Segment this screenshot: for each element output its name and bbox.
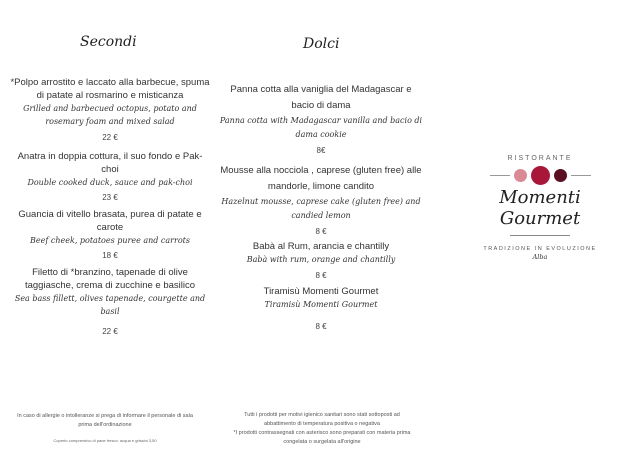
divider — [510, 235, 570, 236]
item-price: 8 € — [315, 271, 327, 280]
divider — [571, 175, 591, 176]
item-price: 8 € — [315, 227, 327, 236]
item-italian: Mousse alla nocciola , caprese (gluten free) alle mandorle, limone candito — [220, 165, 422, 192]
item-price: 22 € — [102, 327, 118, 336]
item-italian: Babà al Rum, arancia e chantilly — [252, 241, 390, 252]
item-english: Sea bass fillett, olives tapenade, courgette and basil — [14, 294, 206, 316]
item-italian: *Polpo arrostito e laccato alla barbecue, spuma di patate al rosmarino e misticanza — [10, 77, 210, 101]
item-english: Babà with rum, orange and chantilly — [246, 255, 396, 264]
logo-emblem — [462, 166, 618, 185]
item-english: Grilled and barbecued octopus, potato and rosemary foam and mixed salad — [23, 104, 197, 126]
secondi-title: Secondi — [80, 34, 137, 50]
dolci-list — [218, 82, 424, 333]
menu-item — [218, 285, 424, 333]
item-italian: Anatra in doppia cottura, il suo fondo e Pak-choi — [17, 151, 203, 175]
item-price: 22 € — [102, 133, 118, 142]
item-english: Panna cotta with Madagascar vanilla and bacio di dama cookie — [219, 116, 423, 139]
item-english: Double cooked duck, sauce and pak-choi — [27, 178, 193, 187]
logo-ristorante: RISTORANTE — [507, 155, 573, 162]
menu-item — [10, 208, 210, 262]
dolci-title: Dolci — [303, 36, 340, 52]
allergy-note: In caso di allergie o intolleranze si prega di informare il personale di sala prima dell'ordinazione — [17, 413, 193, 428]
item-price: 8 € — [315, 322, 327, 331]
secondi-list — [10, 76, 210, 338]
cover-charge-note: Coperto comprensivo di pane fresco, acqua e grissini 3,50 — [53, 438, 157, 443]
dessert-icon — [554, 169, 567, 182]
frozen-note: *I prodotti contrassegnati con asterisco sono preparati con materia prima congelata o surgelata all'origine — [233, 430, 411, 445]
item-price: 8€ — [316, 146, 326, 155]
logo-tagline: TRADIZIONE IN EVOLUZIONE — [483, 246, 597, 252]
item-english: Beef cheek, potatoes puree and carrots — [30, 236, 190, 245]
divider — [490, 175, 510, 176]
menu-item — [218, 82, 424, 157]
item-price: 18 € — [102, 251, 118, 260]
cutlery-icon — [531, 166, 550, 185]
menu-item — [10, 150, 210, 204]
item-italian: Guancia di vitello brasata, purea di patate e carote — [18, 209, 202, 233]
logo-city: Alba — [532, 253, 548, 261]
menu-item — [10, 76, 210, 144]
item-italian: Panna cotta alla vaniglia del Madagascar e bacio di dama — [230, 84, 412, 111]
item-english: Hazelnut mousse, caprese cake (gluten free) and candied lemon — [221, 197, 421, 220]
menu-item — [218, 163, 424, 238]
item-italian: Tiramisù Momenti Gourmet — [263, 286, 379, 297]
item-english: Tiramisù Momenti Gourmet — [264, 300, 378, 309]
item-price: 23 € — [102, 193, 118, 202]
menu-item — [218, 240, 424, 282]
cake-icon — [514, 169, 527, 182]
restaurant-logo — [462, 155, 618, 261]
logo-name: Momenti Gourmet — [499, 187, 581, 229]
hygiene-note: Tutti i prodotti per motivi igienico sanitari sono stati sottoposti ad abbattimento di temperatura positiva o negativa — [244, 412, 400, 427]
item-italian: Filetto di *branzino, tapenade di olive taggiasche, crema di zucchine e basilico — [24, 267, 196, 291]
menu-item — [10, 266, 210, 338]
